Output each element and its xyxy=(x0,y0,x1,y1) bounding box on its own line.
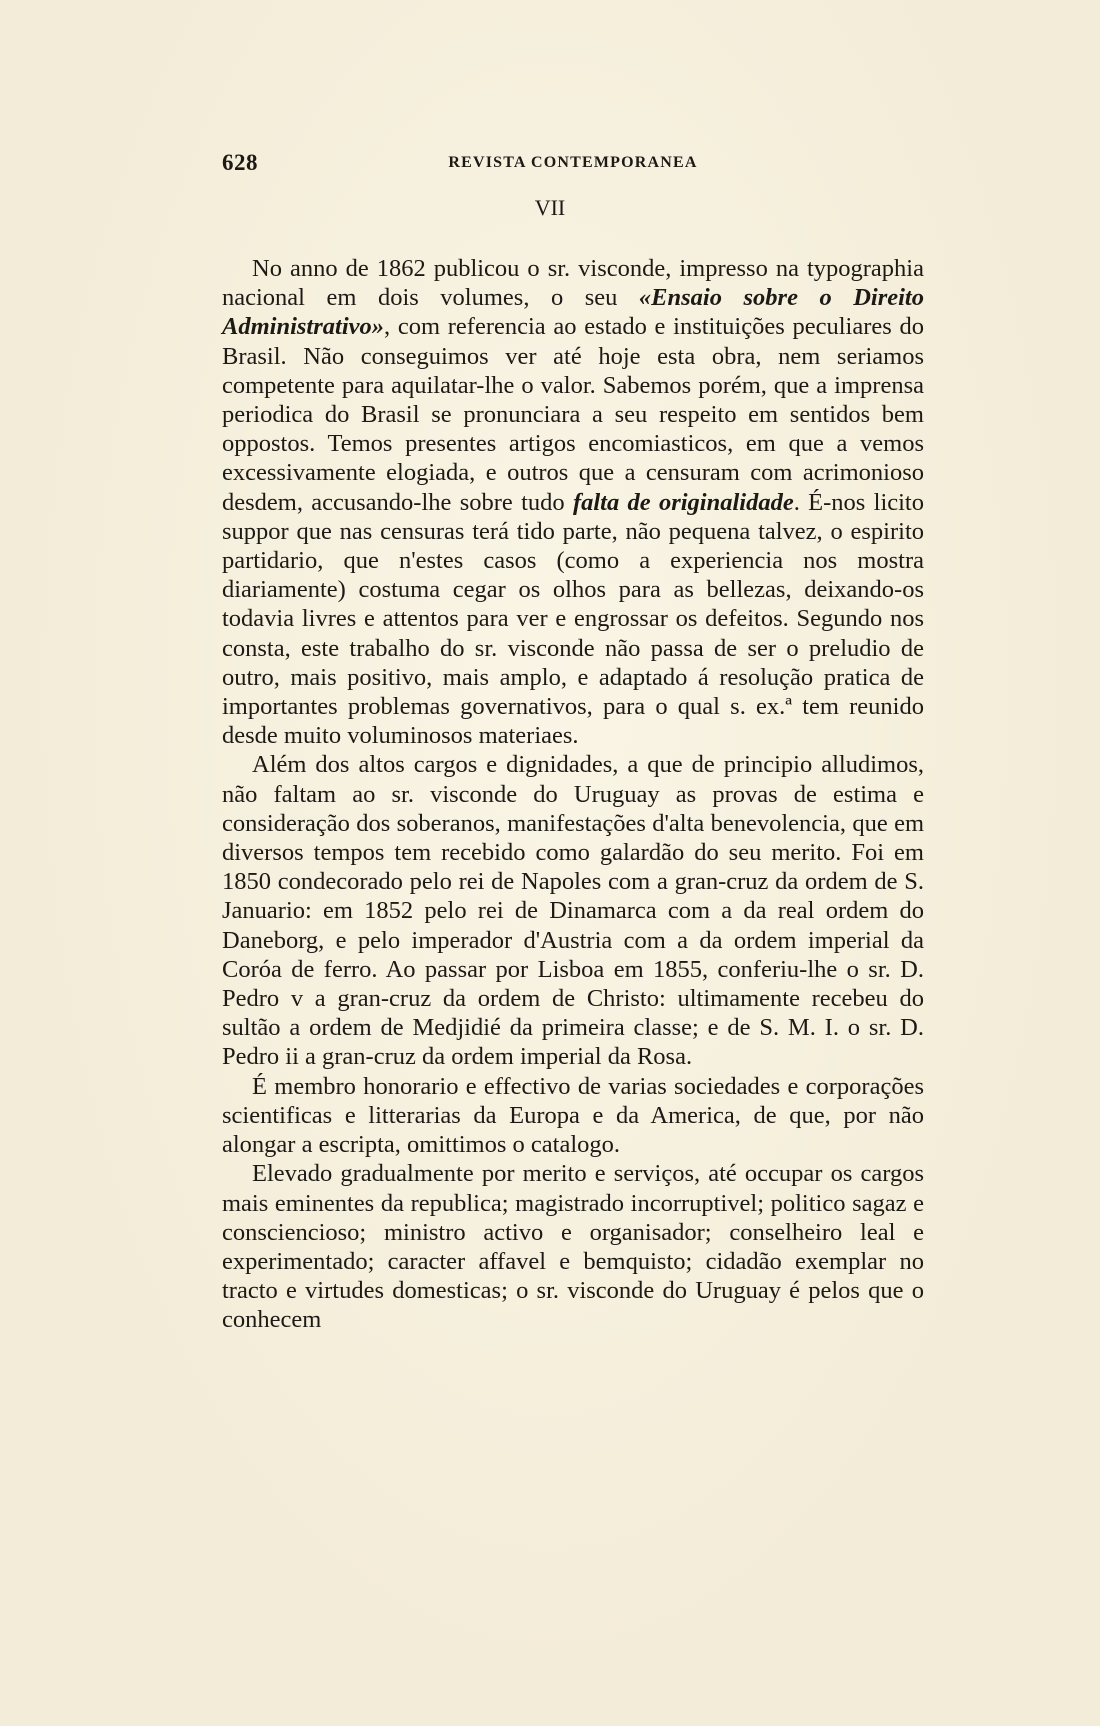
paragraph-1-text-c: . É-nos licito suppor que nas censuras terá tido parte, não pequena talvez, o espirito partidario, que n'estes casos (como a experiencia nos mostra diariamente) costuma cegar os olhos para as bellezas, deixando-os todavia livres e attentos para ver e engrossar os defeitos. Segundo nos consta, este trabalho do sr. visconde não passa de ser o preludio de outro, mais positivo, mais amplo, e adaptado á resolução pratica de importantes problemas governativos, para o qual s. ex.ª tem reunido desde muito voluminosos materiaes. xyxy=(222,488,924,750)
paragraph-1-text-b: , com referencia ao estado e instituições peculiares do Brasil. Não conseguimos ver até hoje esta obra, nem seriamos competente para aquilatar-lhe o valor. Sabemos porém, que a imprensa periodica do Brasil se pronunciara a seu respeito em sentidos bem oppostos. Temos presentes artigos encomiasticos, em que a vemos excessivamente elogiada, e outros que a censuram com acrimonioso desdem, accusando-lhe sobre tudo xyxy=(222,313,924,516)
page-header xyxy=(222,150,924,180)
paragraph-4: Elevado gradualmente por merito e serviços, até occupar os cargos mais eminentes da republica; magistrado incorruptivel; politico sagaz e consciencioso; ministro activo e organisador; conselheiro leal e experimentado; caracter affavel e bemquisto; cidadão exemplar no tracto e virtudes domesticas; o sr. visconde do Uruguay é pelos que o conhecem xyxy=(222,1160,924,1334)
page-number: 628 xyxy=(222,150,258,175)
article-body xyxy=(222,254,924,1335)
paragraph-1 xyxy=(222,254,924,750)
book-title: «Ensaio sobre o Direito Administrativo» xyxy=(222,284,924,341)
emphasis-phrase: falta de originalidade xyxy=(572,488,794,516)
paragraph-2: Além dos altos cargos e dignidades, a que de principio alludimos, não faltam ao sr. visconde do Uruguay as provas de estima e consideração dos soberanos, manifestações d'alta benevolencia, que em diversos tempos tem recebido como galardão do seu merito. Foi em 1850 condecorado pelo rei de Napoles com a gran-cruz da ordem de S. Januario: em 1852 pelo rei de Dinamarca com a da real ordem do Daneborg, e pelo imperador d'Austria com a da ordem imperial da Coróa de ferro. Ao passar por Lisboa em 1855, conferiu-lhe o sr. D. Pedro v a gran-cruz da ordem de Christo: ultimamente recebeu do sultão a ordem de Medjidié da primeira classe; e de S. M. I. o sr. D. Pedro ii a gran-cruz da ordem imperial da Rosa. xyxy=(222,751,924,1071)
paragraph-1-text-a: No anno de 1862 publicou o sr. visconde, impresso na typographia nacional em dois volumes, o seu xyxy=(222,255,924,312)
running-title: REVISTA CONTEMPORANEA xyxy=(448,154,698,171)
paragraph-3: É membro honorario e effectivo de varias sociedades e corporações scientificas e litterarias da Europa e da America, de que, por não alongar a escripta, omittimos o catalogo. xyxy=(222,1072,924,1159)
section-number: VII xyxy=(534,195,566,220)
